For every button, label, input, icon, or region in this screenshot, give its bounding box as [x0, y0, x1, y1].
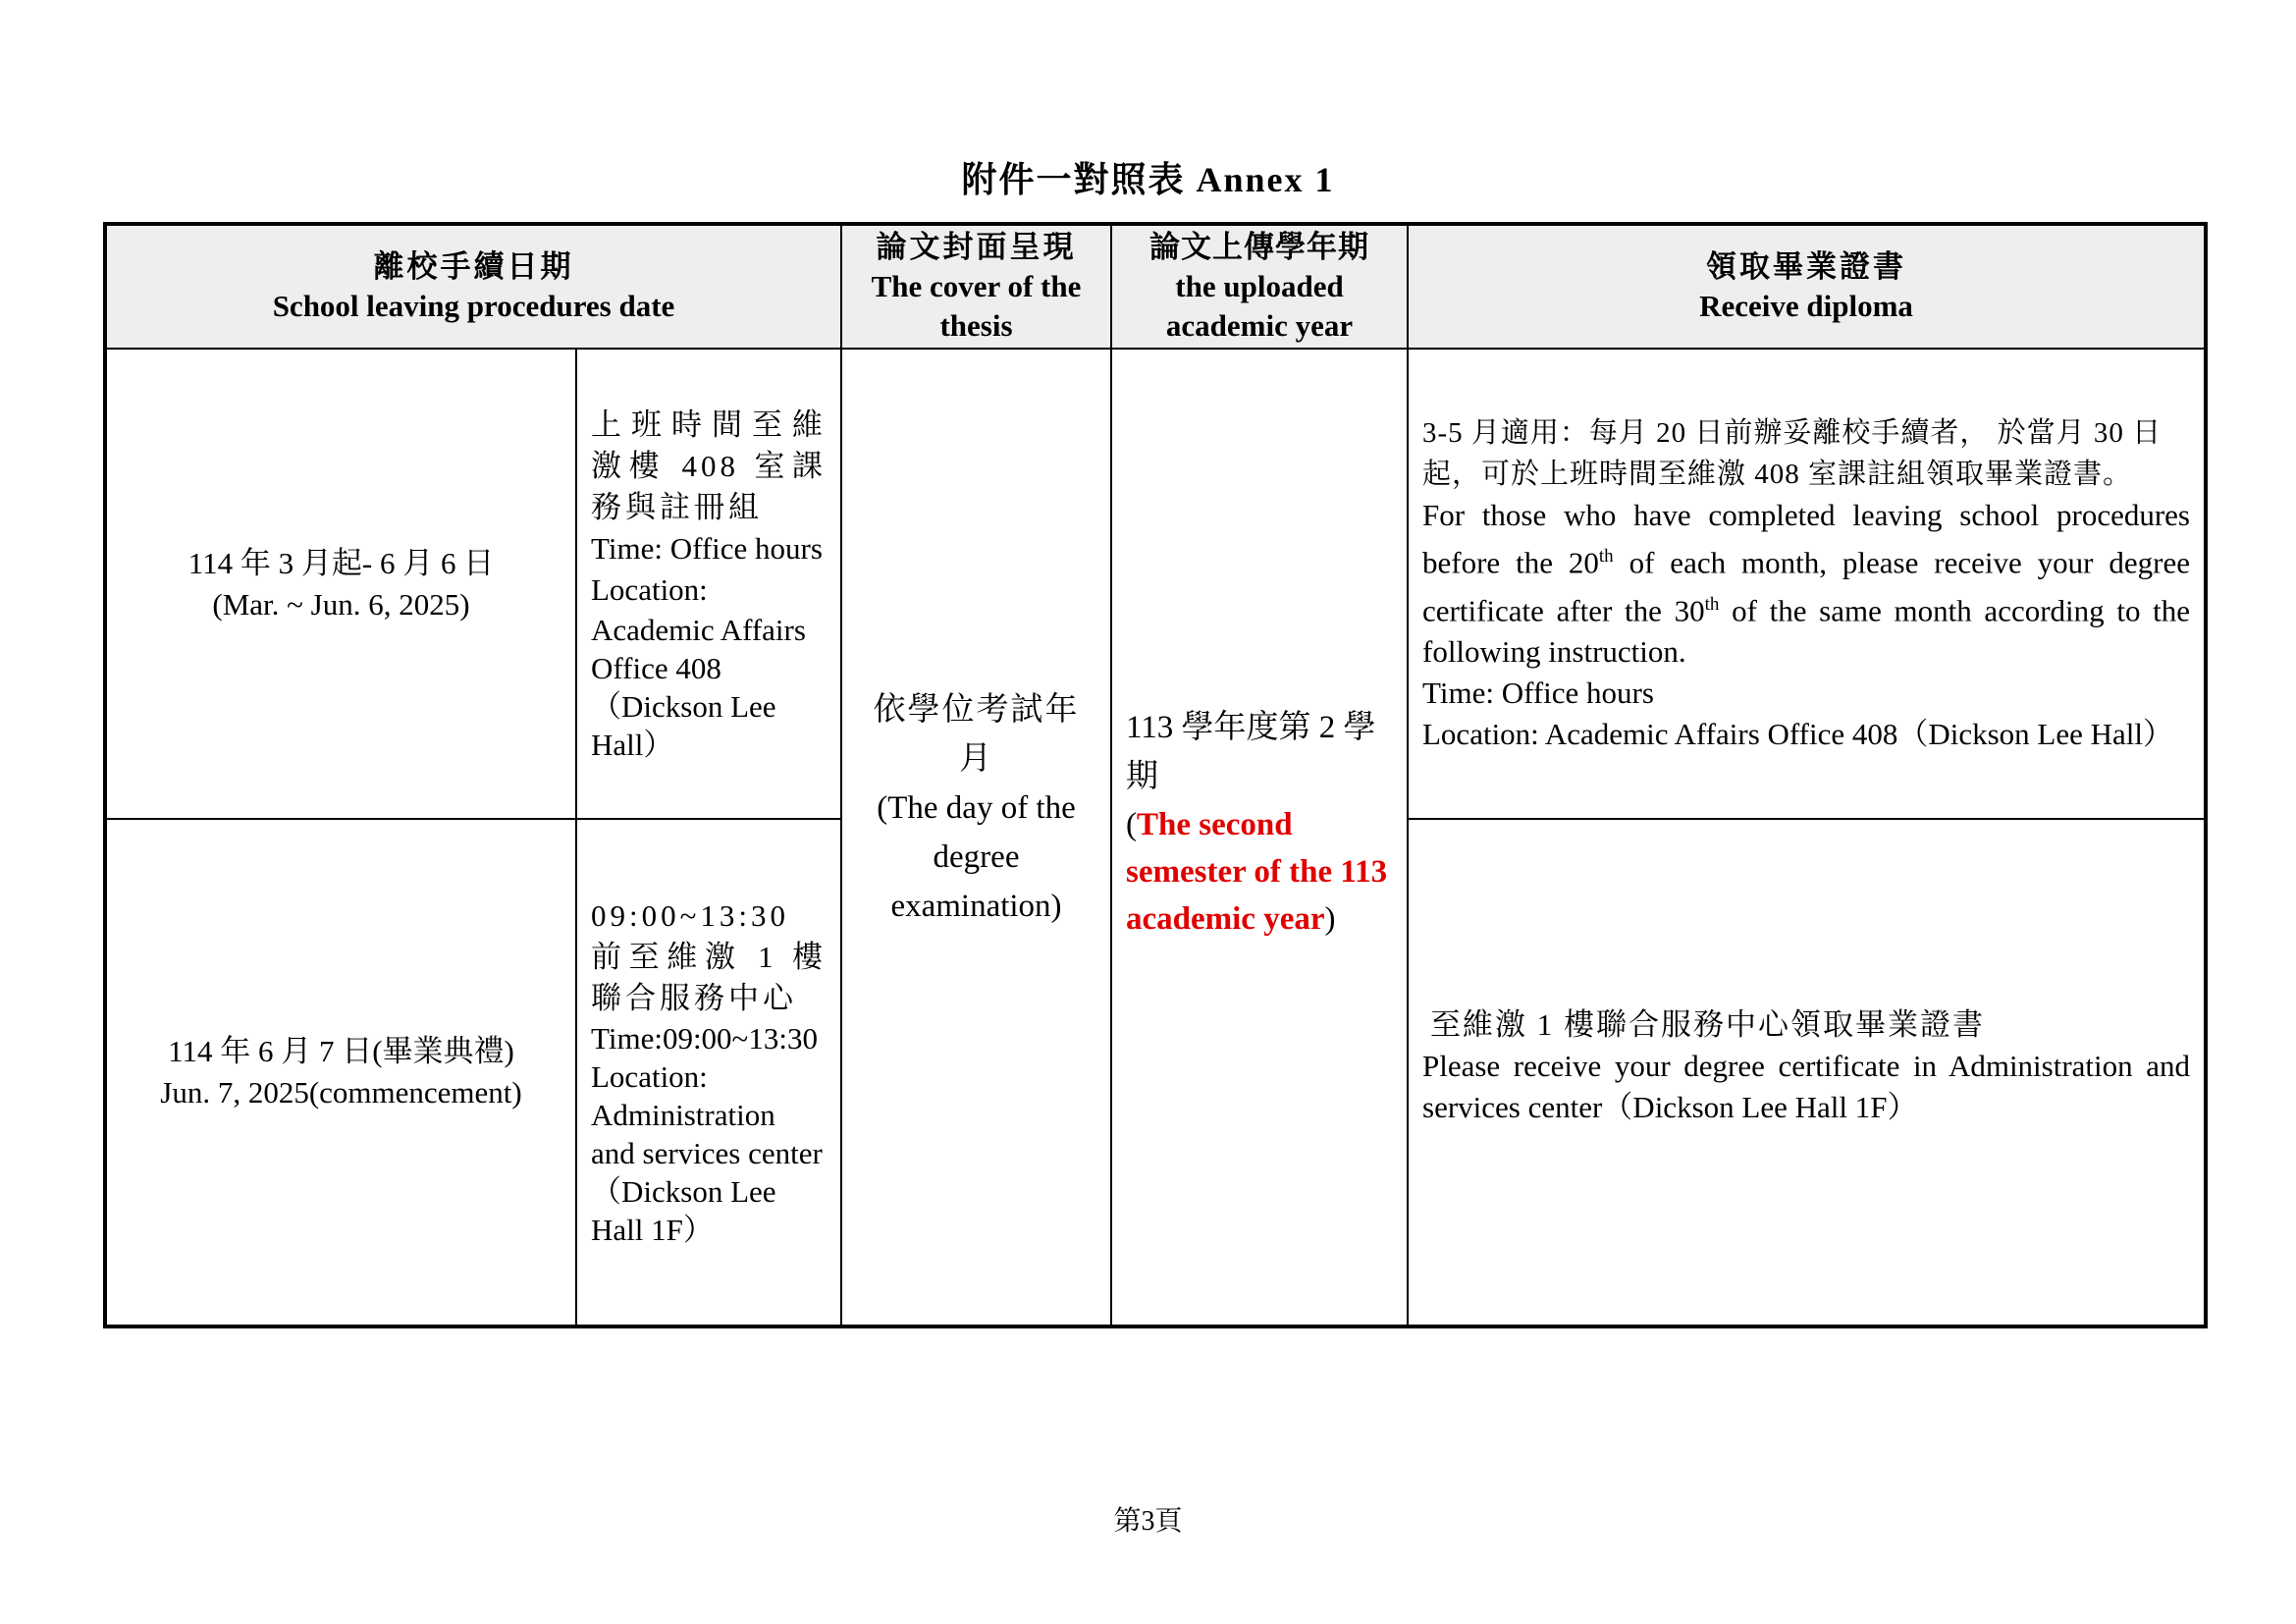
header-leaving-zh: 離校手續日期: [373, 249, 574, 284]
diploma-time: Time: Office hours: [1422, 676, 1654, 711]
header-diploma-zh: 領取畢業證書: [1706, 249, 1906, 284]
diploma-zh: 3-5 月適用：每月 20 日前辦妥離校手續者， 於當月 30 日起，可於上班時間至維激 408 室課註組領取畢業證書。: [1422, 417, 2163, 491]
location-cell: [576, 349, 841, 819]
cover-en: (The day of the degree examination): [877, 789, 1076, 924]
upload-open-paren: (: [1126, 806, 1137, 842]
date-zh: 114 年 6 月 7 日(畢業典禮): [168, 1034, 514, 1069]
page-number: 第3頁: [1113, 1506, 1183, 1537]
cover-zh: 依學位考試年月: [873, 691, 1080, 777]
diploma-cell: [1408, 819, 2206, 1326]
annex-table: [103, 222, 2208, 1328]
time-text: Time:09:00~13:30: [591, 1021, 818, 1056]
diploma-sup1: th: [1598, 546, 1614, 568]
place-zh: 上班時間至維激樓 408 室課務與註冊組: [591, 406, 827, 524]
place-zh: 09:00~13:30 前至維激 1 樓聯合服務中心: [591, 898, 827, 1016]
header-cover-en: The cover of the thesis: [871, 269, 1082, 343]
upload-zh: 113 學年度第 2 學期: [1126, 709, 1376, 794]
diploma-location: Location: Academic Affairs Office 408（Dickson Lee Hall）: [1422, 717, 2174, 752]
upload-cell: [1111, 349, 1408, 1326]
date-cell: [105, 819, 576, 1326]
cover-cell: [841, 349, 1111, 1326]
location-value: Administration and services center（Dickson Lee Hall 1F）: [591, 1098, 823, 1248]
location-label: Location:: [591, 571, 708, 607]
diploma-cell: [1408, 349, 2206, 819]
date-cell: [105, 349, 576, 819]
diploma-sup2: th: [1704, 593, 1720, 615]
header-diploma-en: Receive diploma: [1699, 289, 1913, 323]
diploma-en-part1: For those who have completed leaving school procedures before the 20: [1422, 498, 2190, 580]
location-value: Academic Affairs Office 408（Dickson Lee Hall）: [591, 612, 806, 762]
diploma-en-part3: of the same month according to the following instruction.: [1422, 593, 2190, 670]
header-leaving-en: School leaving procedures date: [272, 289, 675, 323]
upload-en: [1126, 801, 1393, 943]
diploma-en-part2: of each month, please receive your degree certificate after the 30: [1422, 545, 2190, 628]
header-leaving-date: [105, 224, 841, 349]
upload-close-paren: ): [1324, 900, 1336, 937]
diploma-zh: 至維激 1 樓聯合服務中心領取畢業證書: [1430, 1007, 1985, 1043]
date-en: (Mar. ~ Jun. 6, 2025): [212, 586, 470, 622]
table-row: [105, 349, 2206, 819]
diploma-en: [1422, 495, 2190, 673]
header-diploma: [1408, 224, 2206, 349]
diploma-en: Please receive your degree certificate in Administration and services center（Dickson Lee Hall 1F）: [1422, 1049, 2190, 1125]
upload-en-red: The second semester of the 113 academic year: [1126, 806, 1388, 937]
header-upload-zh: 論文上傳學年期: [1149, 230, 1369, 264]
document-title: 附件一對照表 Annex 1: [961, 160, 1335, 199]
header-cover: [841, 224, 1111, 349]
header-upload-en: the uploaded academic year: [1165, 269, 1354, 343]
location-cell: [576, 819, 841, 1326]
header-row: [105, 224, 2206, 349]
time-text: Time: Office hours: [591, 530, 823, 566]
header-upload: [1111, 224, 1408, 349]
date-zh: 114 年 3 月起- 6 月 6 日: [187, 545, 495, 580]
date-en: Jun. 7, 2025(commencement): [160, 1075, 522, 1110]
header-cover-zh: 論文封面呈現: [876, 230, 1077, 264]
location-label: Location:: [591, 1059, 708, 1095]
